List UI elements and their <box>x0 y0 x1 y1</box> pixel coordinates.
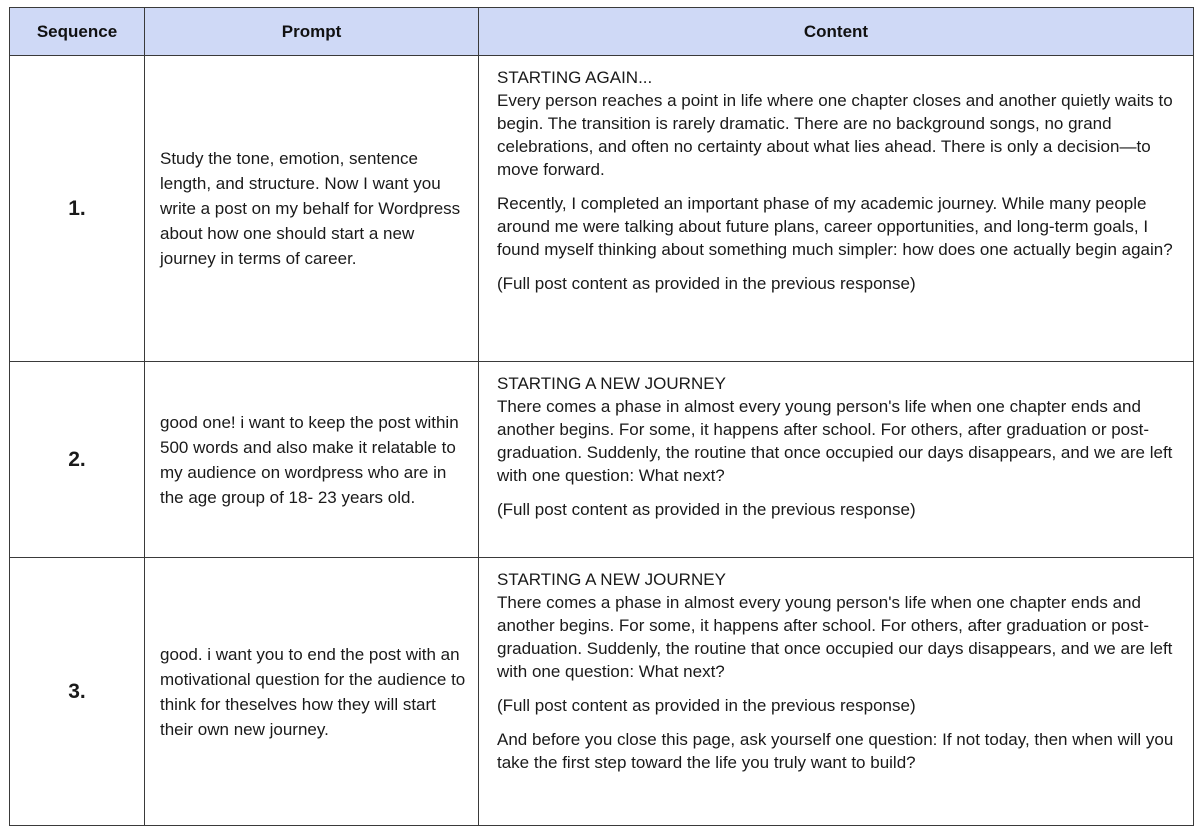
post-paragraph: (Full post content as provided in the previous response) <box>497 696 916 715</box>
post-paragraph: (Full post content as provided in the previous response) <box>497 500 916 519</box>
header-prompt: Prompt <box>145 8 479 56</box>
table-row <box>10 56 1194 362</box>
content-cell <box>479 558 1194 826</box>
content-cell <box>479 362 1194 558</box>
post-paragraph: There comes a phase in almost every young person's life when one chapter ends and another begins. For some, it happens after school. For others, after graduation or post-graduation. Suddenly, the routine that once occupied our days disappears, and we are left with one question: What next? <box>497 593 1173 681</box>
header-sequence: Sequence <box>10 8 145 56</box>
conversation-table <box>9 7 1194 826</box>
table-row <box>10 558 1194 826</box>
post-paragraph: Recently, I completed an important phase of my academic journey. While many people around me were talking about future plans, career opportunities, and long-term goals, I found myself thinking about something much simpler: how does one actually begin again? <box>497 194 1173 259</box>
header-content: Content <box>479 8 1194 56</box>
prompt-cell: Study the tone, emotion, sentence length, and structure. Now I want you write a post on my behalf for Wordpress about how one should start a new journey in terms of career. <box>145 56 479 362</box>
table-header <box>10 8 1194 56</box>
table-row <box>10 362 1194 558</box>
post-title: STARTING A NEW JOURNEY <box>497 374 726 393</box>
sequence-cell: 3. <box>10 558 145 826</box>
post-paragraph: And before you close this page, ask yourself one question: If not today, then when will you take the first step toward the life you truly want to build? <box>497 730 1174 772</box>
prompt-cell: good one! i want to keep the post within 500 words and also make it relatable to my audience on wordpress who are in the age group of 18- 23 years old. <box>145 362 479 558</box>
post-paragraph: (Full post content as provided in the previous response) <box>497 274 916 293</box>
sequence-cell: 2. <box>10 362 145 558</box>
post-paragraph: Every person reaches a point in life where one chapter closes and another quietly waits to begin. The transition is rarely dramatic. There are no background songs, no grand celebrations, and often no certainty about what lies ahead. There is only a decision—to move forward. <box>497 91 1173 179</box>
post-title: STARTING A NEW JOURNEY <box>497 570 726 589</box>
post-title: STARTING AGAIN... <box>497 68 653 87</box>
prompt-cell: good. i want you to end the post with an motivational question for the audience to think for theselves how they will start their own new journey. <box>145 558 479 826</box>
post-paragraph: There comes a phase in almost every young person's life when one chapter ends and another begins. For some, it happens after school. For others, after graduation or post-graduation. Suddenly, the routine that once occupied our days disappears, and we are left with one question: What next? <box>497 397 1173 485</box>
header-row <box>10 8 1194 56</box>
sequence-cell: 1. <box>10 56 145 362</box>
content-cell <box>479 56 1194 362</box>
